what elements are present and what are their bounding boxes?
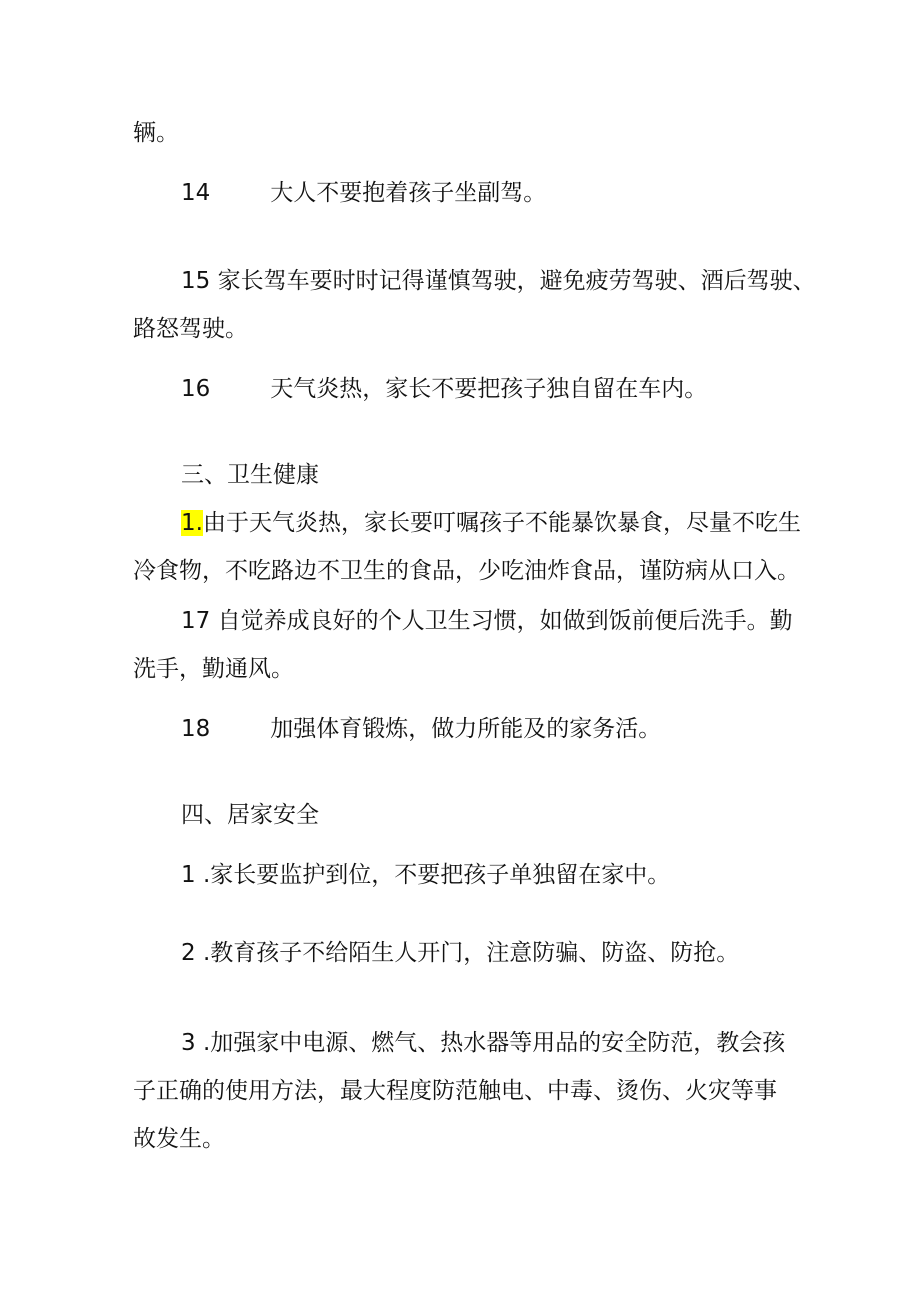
section-heading-home-safety: 四、居家安全 bbox=[181, 802, 319, 828]
item-number: 18 bbox=[181, 716, 211, 742]
item-text: 加强体育锻炼，做力所能及的家务活。 bbox=[270, 716, 662, 742]
item-14 bbox=[181, 178, 546, 208]
home-safety-item-3-line2: 子正确的使用方法，最大程度防范触电、中毒、烫伤、火灾等事 bbox=[133, 1078, 777, 1104]
home-safety-item-3-line1: 3 .加强家中电源、燃气、热水器等用品的安全防范，教会孩 bbox=[181, 1030, 786, 1056]
item-text: 大人不要抱着孩子坐副驾。 bbox=[270, 180, 547, 206]
item-17-line2: 洗手，勤通风。 bbox=[133, 656, 294, 682]
item-18 bbox=[181, 714, 661, 744]
hygiene-item-1-line1 bbox=[181, 508, 801, 538]
item-16 bbox=[181, 374, 707, 404]
hygiene-item-1-line2: 冷食物，不吃路边不卫生的食品，少吃油炸食品，谨防病从口入。 bbox=[133, 558, 800, 584]
item-number: 14 bbox=[181, 180, 211, 206]
item-17-line1: 17 自觉养成良好的个人卫生习惯，如做到饭前便后洗手。勤 bbox=[181, 608, 793, 634]
highlighted-number: 1. bbox=[181, 510, 203, 536]
item-15-line2: 路怒驾驶。 bbox=[133, 316, 248, 342]
home-safety-item-2: 2 .教育孩子不给陌生人开门，注意防骗、防盗、防抢。 bbox=[181, 940, 740, 966]
item-15-line1: 15 家长驾车要时时记得谨慎驾驶，避免疲劳驾驶、酒后驾驶、 bbox=[181, 268, 816, 294]
item-text: 天气炎热，家长不要把孩子独自留在车内。 bbox=[270, 376, 708, 402]
item-number: 16 bbox=[181, 376, 211, 402]
home-safety-item-1: 1 .家长要监护到位，不要把孩子单独留在家中。 bbox=[181, 862, 671, 888]
home-safety-item-3-line3: 故发生。 bbox=[133, 1126, 225, 1152]
item-text: 由于天气炎热，家长要叮嘱孩子不能暴饮暴食，尽量不吃生 bbox=[202, 510, 801, 536]
section-heading-hygiene: 三、卫生健康 bbox=[181, 462, 319, 488]
continuation-text: 辆。 bbox=[133, 120, 179, 146]
